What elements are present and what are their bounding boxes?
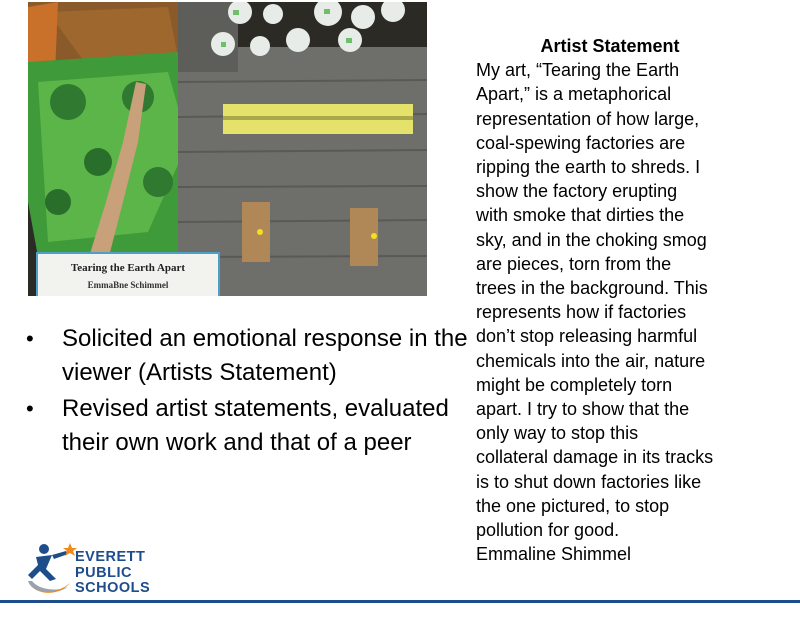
- artwork-caption-title: Tearing the Earth Apart: [70, 262, 186, 274]
- list-item: [22, 392, 472, 460]
- everett-public-schools-logo: [22, 541, 172, 599]
- artist-statement-body: My art, “Tearing the Earth Apart,” is a metaphorical representation of how large, coal-spewing factories are ripping the earth to shreds. I show the factory erupting with smoke that dirties the sky, and in the choking smog are pieces, torn from the trees in the background. This represents how if factories don’t stop releasing harmful chemicals into the air, nature might be completely torn apart. I try to show that the only way to stop this collateral damage in its tracks is to shut down factories like the one pictured, to stop pollution for good. Emmaline Shimmel: [476, 60, 714, 565]
- bullet-marker: •: [26, 326, 34, 351]
- artwork-caption-author: EmmaBne Schimmel: [87, 280, 169, 290]
- logo-line-schools: SCHOOLS: [75, 580, 151, 596]
- footer-divider: [0, 600, 800, 603]
- logo-line-public: PUBLIC: [75, 564, 132, 581]
- artwork-photo: [28, 2, 427, 296]
- bullet-text: Solicited an emotional response in the viewer (Artists Statement): [62, 325, 468, 386]
- bullet-text: Revised artist statements, evaluated their own work and that of a peer: [62, 395, 449, 456]
- artist-statement: [476, 34, 794, 566]
- artist-statement-heading: Artist Statement: [540, 36, 680, 56]
- bullet-marker: •: [26, 396, 34, 421]
- artwork-caption-card: [36, 252, 220, 296]
- logo-line-everett: EVERETT: [75, 549, 146, 565]
- logo-figure-icon: [22, 541, 78, 599]
- logo-wordmark: [75, 550, 150, 597]
- bullet-list: [22, 322, 472, 462]
- list-item: [22, 322, 472, 390]
